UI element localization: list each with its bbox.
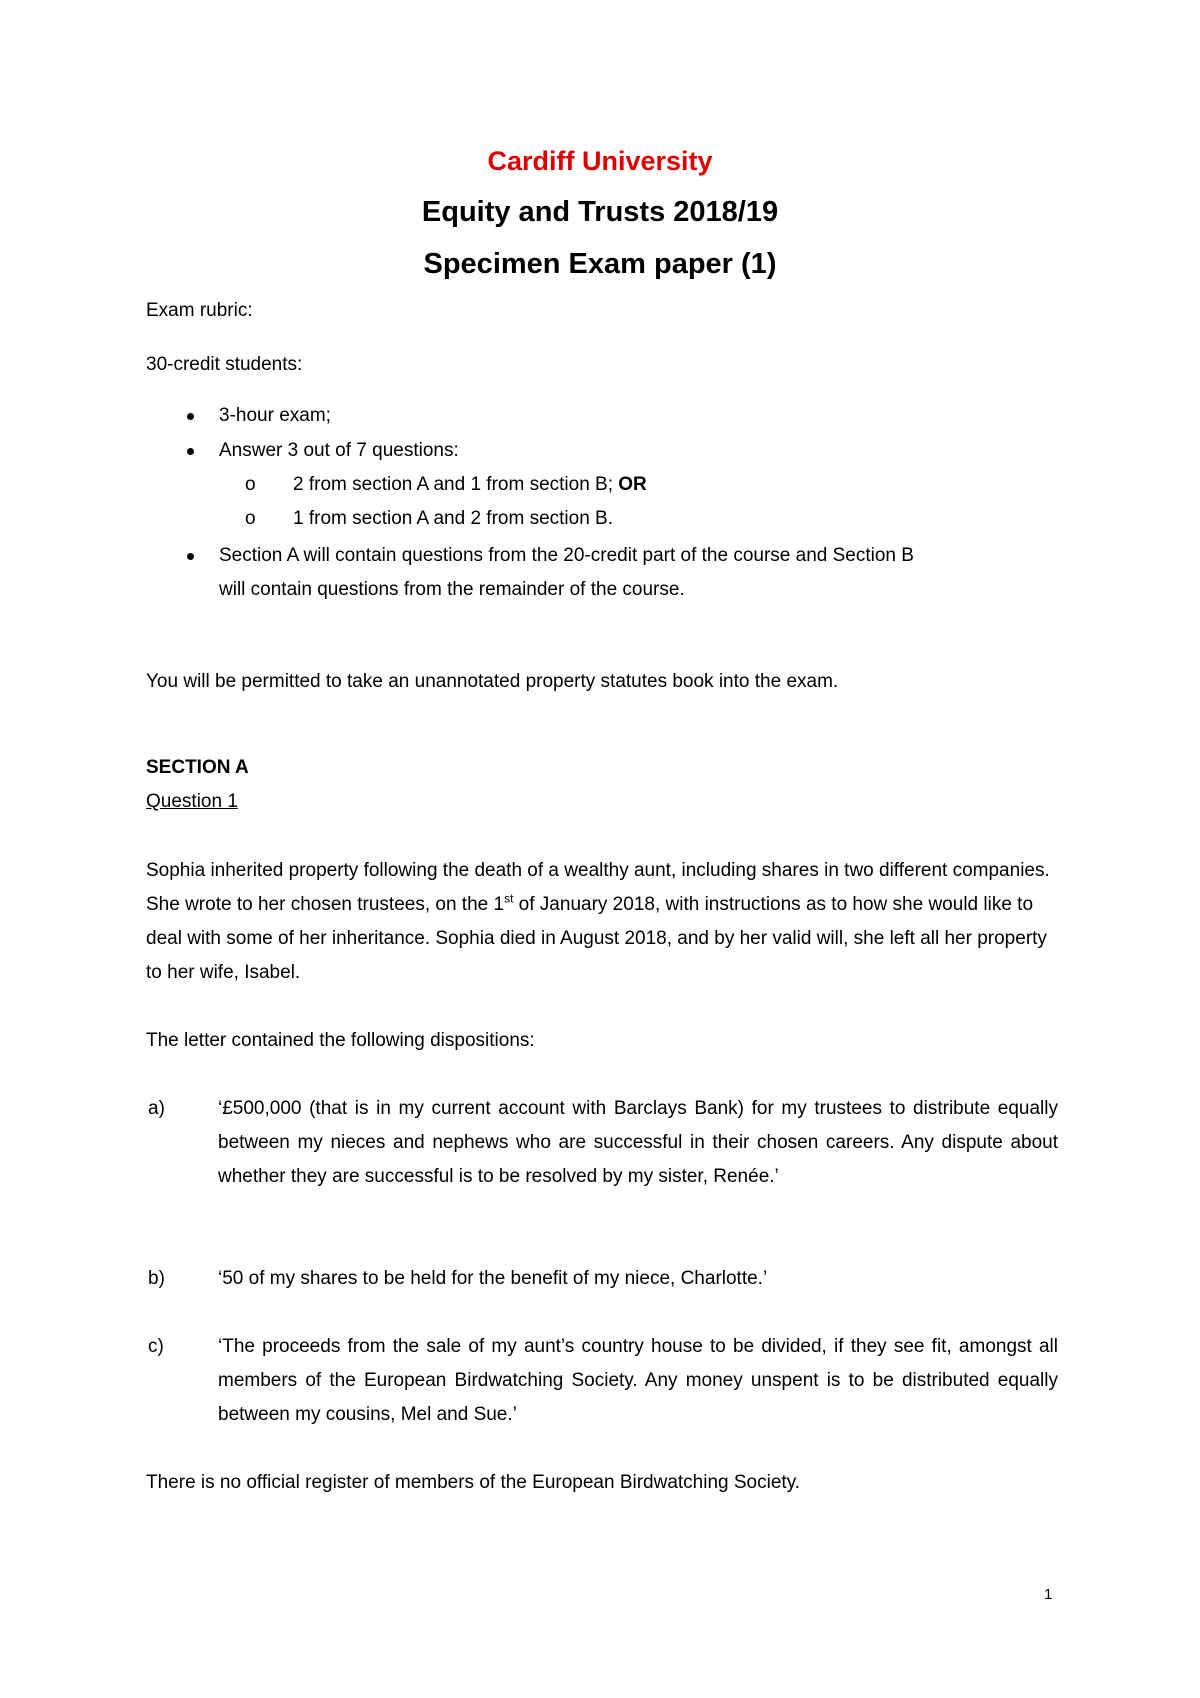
question-label: Question 1	[146, 791, 238, 812]
rubric-audience: 30-credit students:	[146, 354, 303, 375]
rubric-bullet-3-line1: Section A will contain questions from the 20-credit part of the course and Section B	[219, 545, 914, 566]
disposition-b-label: b)	[148, 1268, 165, 1289]
page-number: 1	[1044, 1586, 1053, 1603]
disposition-c-text: ‘The proceeds from the sale of my aunt’s country house to be divided, if they see fit, amongst all members of the European Birdwatching Society. Any money unspent is to be distributed equally between my cousins, Mel and Sue.’	[218, 1336, 1058, 1425]
question-paragraph-part1: Sophia inherited property following the death of a wealthy aunt, including shares in two different companies. She wrote to her chosen trustees, on the 1	[146, 860, 1050, 915]
rubric-bullet-1: 3-hour exam;	[219, 405, 331, 426]
dispositions-intro: The letter contained the following dispositions:	[146, 1030, 535, 1051]
disposition-a-text: ‘£500,000 (that is in my current account with Barclays Bank) for my trustees to distribute equally between my nieces and nephews who are successful in their chosen careers. Any dispute about whether they are successful is to be resolved by my sister, Renée.’	[218, 1098, 1058, 1187]
question-paragraph-part2: of January 2018, with instructions as to how she would like to deal with some of her inheritance. Sophia died in August 2018, and by her valid will, she left all her property to her wife, Isabel.	[146, 894, 1047, 983]
question-paragraph	[146, 854, 1058, 990]
bullet-marker	[187, 448, 194, 455]
rubric-bullet-3-line2: will contain questions from the remainder of the course.	[219, 579, 685, 600]
ordinal-suffix: st	[504, 891, 514, 906]
rubric-heading: Exam rubric:	[146, 300, 253, 321]
sub-bullet-1-or: OR	[618, 474, 647, 495]
rubric-bullet-2: Answer 3 out of 7 questions:	[219, 440, 459, 461]
statutes-note: You will be permitted to take an unannotated property statutes book into the exam.	[146, 671, 839, 692]
rubric-sub-bullet-2: 1 from section A and 2 from section B.	[293, 508, 613, 529]
section-heading: SECTION A	[146, 757, 249, 778]
bullet-marker	[187, 413, 194, 420]
sub-bullet-1-text: 2 from section A and 1 from section B;	[293, 474, 619, 495]
sub-bullet-marker: o	[245, 474, 256, 495]
rubric-sub-bullet-1	[293, 468, 647, 502]
disposition-a-label: a)	[148, 1098, 165, 1119]
bullet-marker	[187, 553, 194, 560]
sub-bullet-marker: o	[245, 508, 256, 529]
disposition-c-label: c)	[148, 1336, 164, 1357]
course-title: Equity and Trusts 2018/19	[421, 196, 779, 228]
disposition-b-text: ‘50 of my shares to be held for the benefit of my niece, Charlotte.’	[218, 1268, 768, 1289]
closing-statement: There is no official register of members of the European Birdwatching Society.	[146, 1472, 801, 1493]
paper-title: Specimen Exam paper (1)	[423, 248, 777, 280]
university-name: Cardiff University	[487, 146, 713, 176]
